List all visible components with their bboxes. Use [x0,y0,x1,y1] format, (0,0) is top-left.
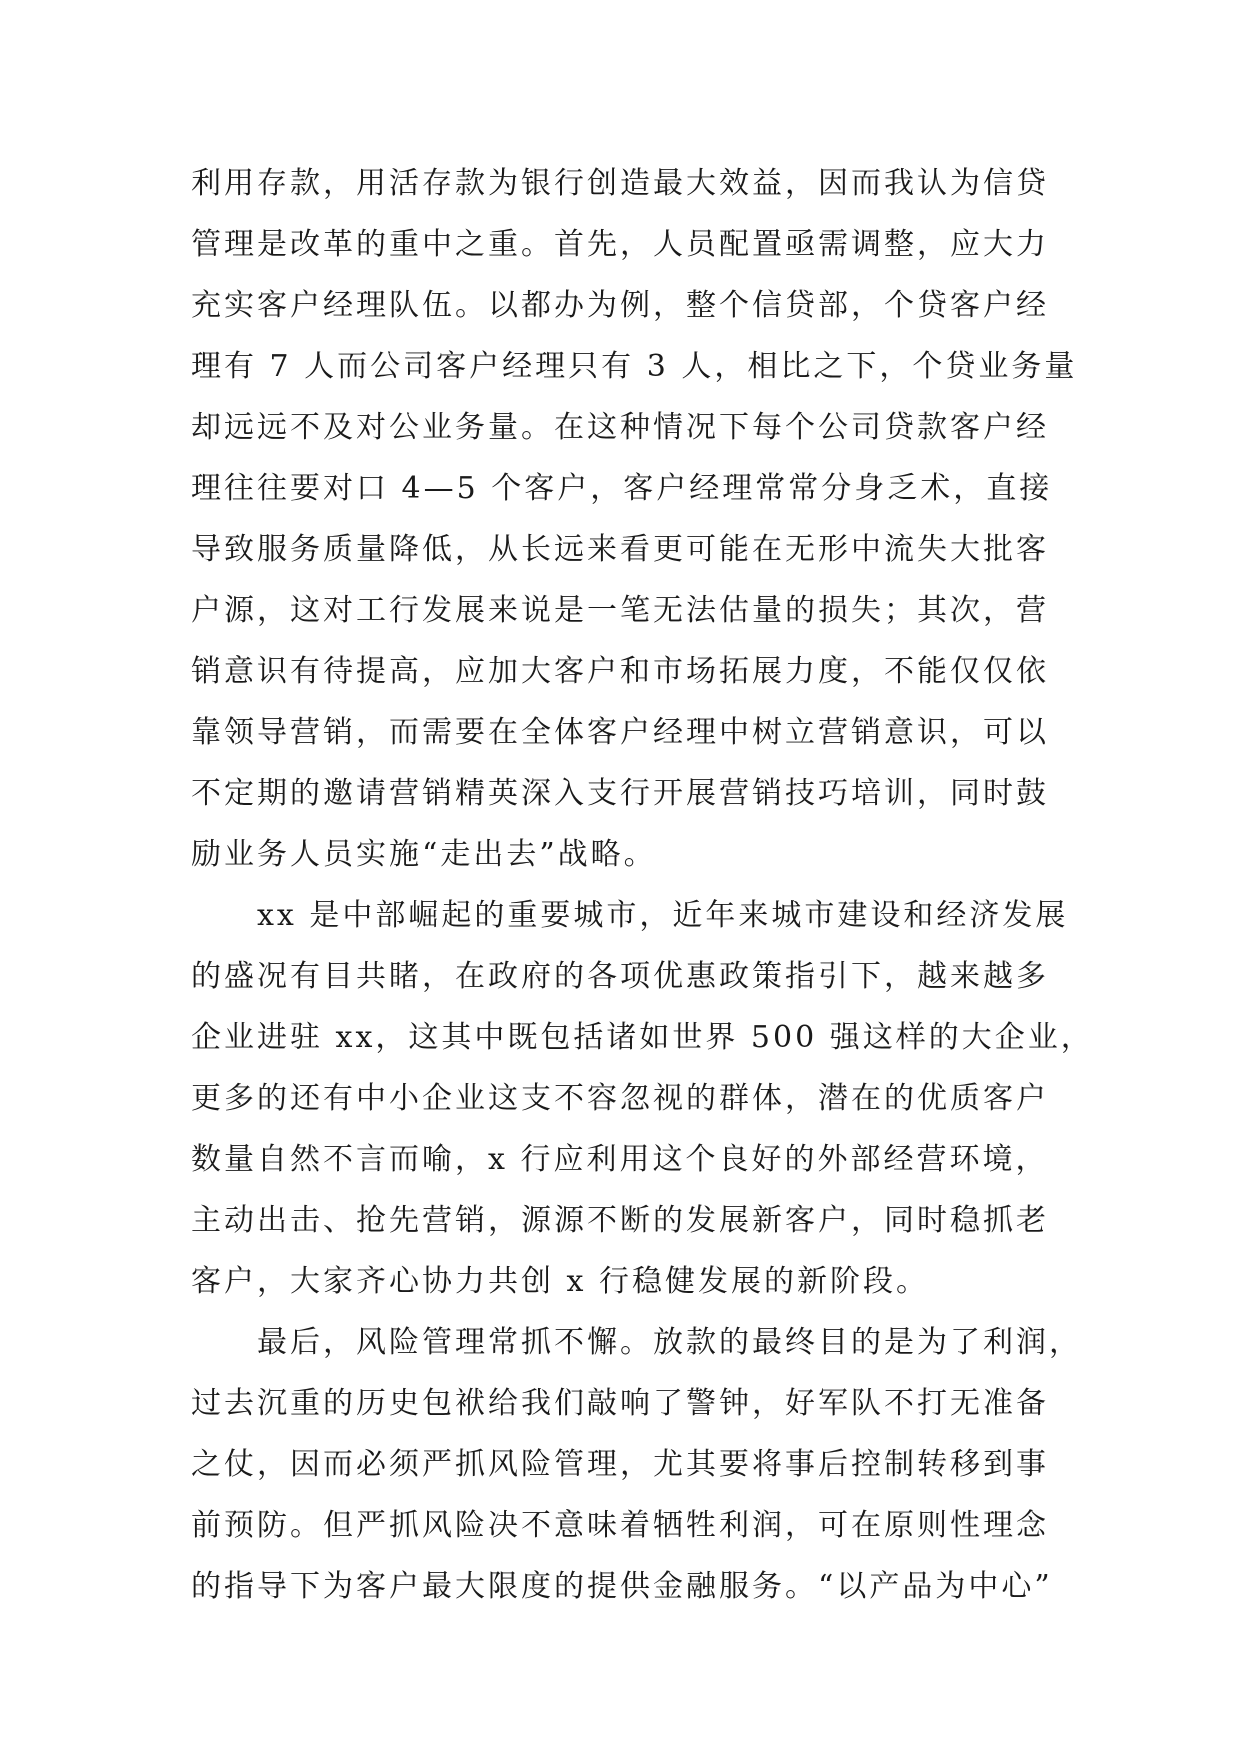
text-line: 理有 7 人而公司客户经理只有 3 人，相比之下，个贷业务量 [191,349,1078,384]
text-line: 的指导下为客户最大限度的提供金融服务。“以产品为中心” [191,1569,1053,1604]
text-line: 户源，这对工行发展来说是一笔无法估量的损失；其次，营 [191,593,1049,628]
text-line: 客户，大家齐心协力共创 x 行稳健发展的新阶段。 [191,1264,929,1299]
text-line: 主动出击、抢先营销，源源不断的发展新客户，同时稳抓老 [191,1203,1049,1238]
text-line: 更多的还有中小企业这支不容忽视的群体，潜在的优质客户 [191,1081,1049,1116]
text-line: 管理是改革的重中之重。首先，人员配置亟需调整，应大力 [191,227,1049,262]
text-line: 的盛况有目共睹，在政府的各项优惠政策指引下，越来越多 [191,959,1049,994]
text-line: 理往往要对口 4—5 个客户，客户经理常常分身乏术，直接 [191,471,1053,506]
text-line: 过去沉重的历史包袱给我们敲响了警钟，好军队不打无准备 [191,1386,1049,1421]
text-line: 利用存款，用活存款为银行创造最大效益，因而我认为信贷 [191,166,1049,201]
text-line: 之仗，因而必须严抓风险管理，尤其要将事后控制转移到事 [191,1447,1049,1482]
text-line: 不定期的邀请营销精英深入支行开展营销技巧培训，同时鼓 [191,776,1049,811]
text-line: 销意识有待提高，应加大客户和市场拓展力度，不能仅仅依 [191,654,1049,689]
body-text [191,153,1094,1617]
text-line: 靠领导营销，而需要在全体客户经理中树立营销意识，可以 [191,715,1049,750]
text-line: 最后，风险管理常抓不懈。放款的最终目的是为了利润， [257,1325,1082,1360]
text-line: 企业进驻 xx，这其中既包括诸如世界 500 强这样的大企业， [191,1020,1094,1055]
text-line: 励业务人员实施“走出去”战略。 [191,837,657,872]
text-line: 前预防。但严抓风险决不意味着牺牲利润，可在原则性理念 [191,1508,1049,1543]
text-line: 导致服务质量降低，从长远来看更可能在无形中流失大批客 [191,532,1049,567]
text-line: 数量自然不言而喻，x 行应利用这个良好的外部经营环境， [191,1142,1049,1177]
text-line: 却远远不及对公业务量。在这种情况下每个公司贷款客户经 [191,410,1049,445]
text-line: 充实客户经理队伍。以都办为例，整个信贷部，个贷客户经 [191,288,1049,323]
text-line: xx 是中部崛起的重要城市，近年来城市建设和经济发展 [257,898,1069,933]
